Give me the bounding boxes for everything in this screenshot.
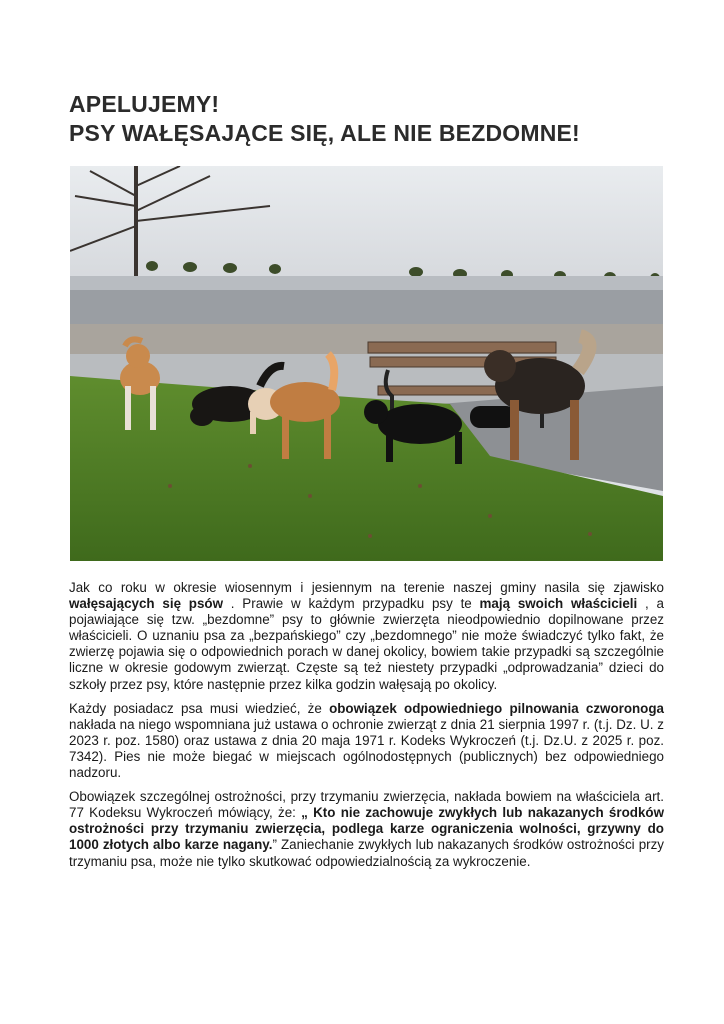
text-segment: Jak co roku w okresie wiosennym i jesiennym na terenie naszej gminy nasila się zjawisko [69, 580, 664, 595]
paragraph [69, 580, 664, 693]
article-body [69, 580, 664, 878]
paragraph [69, 789, 664, 869]
bold-text-segment: obowiązek odpowiedniego pilnowania czworonoga [329, 700, 664, 716]
text-segment: nakłada na niego wspomniana już ustawa o ochronie zwierząt z dnia 21 sierpnia 1997 r. (t.j. Dz. U. z 2023 r. poz. 1580) oraz ustawa z dnia 20 maja 1971 r. Kodeks Wykroczeń (t.j. Dz.U. z 2025 r. poz. 7342). Pies nie może biegać w miejscach ogólnodostępnych (publicznych) bez odpowiedniego nadzoru. [69, 716, 664, 781]
page-title [69, 90, 669, 148]
text-segment: , a pojawiające się tzw. „bezdomne” psy to głównie zwierzęta nieodpowiednio dopilnowane przez właścicieli. O uznaniu psa za „bezpańskiego” czy „bezdomnego” nie może świadczyć tylko fakt, że zwierzę pojawia się o odpowiednich porach w danej okolicy, bowiem takie przypadki są szczególnie liczne w okresie godowym zwierząt. Częste są też niestety przypadki „odprowadzania” dzieci do szkoły przez psy, które następnie przez kilka godzin wałęsają po okolicy. [69, 596, 664, 692]
title-line-2: PSY WAŁĘSAJĄCE SIĘ, ALE NIE BEZDOMNE! [69, 120, 580, 146]
text-segment: . Prawie w każdym przypadku psy te [223, 596, 480, 612]
text-segment: Obowiązek szczególnej ostrożności, przy trzymaniu zwierzęcia, nakłada bowiem na właściciela art. 77 Kodeksu Wykroczeń mówiący, że: [69, 789, 664, 821]
text-segment: Każdy posiadacz psa musi wiedzieć, że [69, 700, 330, 716]
bold-text-segment: mają swoich właścicieli [479, 596, 638, 612]
bold-text-segment: „ Kto nie zachowuje zwykłych lub nakazanych środków ostrożności przy trzymaniu zwierzęcia, podlega karze ograniczenia wolności, grzywny do 1000 złotych albo karze nagany. [69, 805, 664, 853]
bold-text-segment: wałęsających się psów [69, 596, 224, 612]
paragraph [69, 701, 664, 781]
dogs-photo [70, 166, 663, 561]
photo-of-dogs-near-bench-icon [70, 166, 663, 561]
title-line-1: APELUJEMY! [69, 91, 220, 117]
text-segment: ” Zaniechanie zwykłych lub nakazanych środków ostrożności przy trzymaniu psa, może nie tylko skutkować odpowiedzialnością za wykroczenie. [69, 837, 664, 869]
